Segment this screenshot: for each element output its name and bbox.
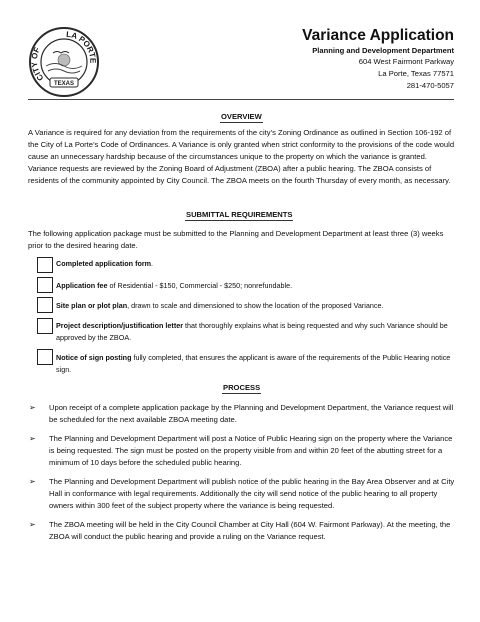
requirement-label: Application fee	[56, 281, 108, 290]
submittal-intro: The following application package must be submitted to the Planning and Development Department at least three (3) weeks prior to the desired hearing date.	[28, 229, 444, 250]
requirement-label: Site plan or plot plan	[56, 301, 128, 310]
requirement-label: Completed application form	[56, 259, 152, 268]
process-heading: PROCESS	[223, 383, 261, 392]
address-line-2: La Porte, Texas 77571	[378, 69, 454, 78]
overview-heading: OVERVIEW	[221, 112, 262, 121]
arrow-bullet-icon: ➢	[29, 477, 36, 486]
checkbox-sign-posting[interactable]	[37, 349, 53, 365]
checkbox-site-plan[interactable]	[37, 297, 53, 313]
arrow-bullet-icon: ➢	[29, 403, 36, 412]
process-step: The Planning and Development Department will publish notice of the public hearing in the Bay Area Observer and at City Hall in conformance with legal requirements. Additionally the city will send notice of the public hearing to all property owners within 300 feet of the subject property where the variance is being requested.	[49, 477, 455, 510]
requirement-item	[56, 320, 461, 344]
seal-ring-text-left: CITY OF	[29, 45, 46, 83]
requirement-item	[56, 300, 461, 312]
process-step: Upon receipt of a complete application package by the Planning and Development Department, the Variance request will be scheduled for the next available ZBOA meeting date.	[49, 403, 454, 424]
arrow-bullet-icon: ➢	[29, 520, 36, 529]
submittal-heading: SUBMITTAL REQUIREMENTS	[186, 210, 293, 219]
requirement-label: Notice of sign posting	[56, 353, 132, 362]
document-header	[302, 27, 454, 92]
requirement-item	[56, 258, 461, 270]
overview-paragraph: A Variance is required for any deviation from the requirements of the city’s Zoning Ordinance as outlined in Section 106-192 of the City of La Porte’s Code of Ordinances. A Variance is only granted when strict conformity to the provisions of the code would cause an unnecessary hardship because of the circumstances unique to the property on which the variance is granted. Variance requests are reviewed by the Zoning Board of Adjustment (ZBOA) after a public hearing. The ZBOA consists of residents of the community appointed by City Council. The ZBOA meets on the fourth Thursday of every month, as necessary.	[28, 128, 455, 185]
address-line-1: 604 West Fairmont Parkway	[358, 57, 454, 66]
requirement-item	[56, 352, 461, 376]
arrow-bullet-icon: ➢	[29, 434, 36, 443]
seal-ring-text-right: LA PORTE	[65, 29, 98, 64]
requirement-detail: , drawn to scale and dimensioned to show the location of the proposed Variance.	[127, 301, 384, 310]
requirement-detail: of Residential - $150, Commercial - $250; nonrefundable.	[107, 281, 293, 290]
checkbox-application-fee[interactable]	[37, 277, 53, 293]
seal-banner-text: TEXAS	[53, 81, 75, 87]
requirement-item	[56, 280, 461, 292]
checkbox-project-description[interactable]	[37, 318, 53, 334]
requirement-detail: fully completed, that ensures the applicant is aware of the requirements of the Public Hearing notice sign.	[56, 353, 451, 374]
phone-number: 281-470-5057	[406, 81, 454, 90]
requirement-detail: that thoroughly explains what is being requested and why such Variance should be approved by the ZBOA.	[56, 321, 448, 342]
requirement-detail: .	[151, 259, 154, 268]
document-title: Variance Application	[302, 27, 454, 44]
process-step: The Planning and Development Department will post a Notice of Public Hearing sign on the property where the Variance is being requested. The sign must be posted on the property visible from and within 20 feet of the abutting street for a minimum of 10 days before the scheduled public hearing.	[49, 434, 453, 467]
process-step: The ZBOA meeting will be held in the City Council Chamber at City Hall (604 W. Fairmont Parkway). At the meeting, the ZBOA will conduct the public hearing and provide a ruling on the Variance request.	[49, 520, 451, 541]
checkbox-application-form[interactable]	[37, 257, 53, 273]
requirement-label: Project description/justification letter	[56, 321, 184, 330]
city-seal-logo	[28, 26, 100, 98]
department-name: Planning and Development Department	[312, 46, 454, 55]
header-divider	[28, 99, 454, 100]
